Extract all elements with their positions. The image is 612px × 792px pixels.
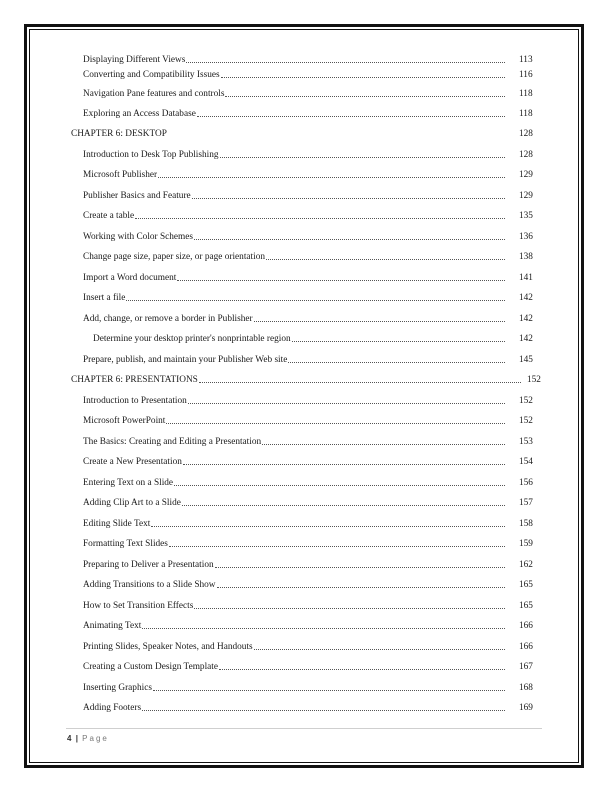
- toc-entry-label: Microsoft Publisher: [83, 170, 158, 180]
- toc-entry-page: 162: [519, 560, 533, 570]
- toc-entry-page: 128: [519, 150, 533, 160]
- toc-entry-label: How to Set Transition Effects: [83, 601, 194, 611]
- dot-leader: [254, 649, 505, 650]
- toc-entry-page: 167: [519, 662, 533, 672]
- footer-separator: |: [75, 734, 78, 743]
- toc-entry-label: Change page size, paper size, or page orientation: [83, 252, 265, 262]
- toc-entry-page: 166: [519, 621, 533, 631]
- toc-entry-page: 135: [519, 211, 533, 221]
- toc-entry[interactable]: [83, 251, 541, 263]
- dot-leader: [188, 403, 505, 404]
- toc-entry-label: Adding Footers: [83, 703, 142, 713]
- dot-leader: [166, 423, 505, 424]
- toc-entry-page: 154: [519, 457, 533, 467]
- toc-entry-label: CHAPTER 6: PRESENTATIONS: [71, 375, 198, 385]
- toc-entry-label: Publisher Basics and Feature: [83, 191, 191, 201]
- toc-entry-page: 128: [519, 129, 533, 139]
- toc-entry-label: Inserting Graphics: [83, 683, 152, 693]
- toc-entry[interactable]: [83, 702, 541, 714]
- toc-entry-page: 156: [519, 478, 533, 488]
- toc-entry[interactable]: [83, 497, 541, 509]
- toc-entry[interactable]: [83, 54, 541, 66]
- toc-entry[interactable]: [83, 69, 541, 81]
- toc-entry-page: 142: [519, 334, 533, 344]
- toc-entry-page: 165: [519, 580, 533, 590]
- toc-entry[interactable]: [83, 538, 541, 550]
- toc-entry-page: 113: [519, 55, 533, 65]
- toc-entry[interactable]: [83, 661, 541, 673]
- toc-entry[interactable]: [83, 641, 541, 653]
- toc-entry-page: 145: [519, 355, 533, 365]
- page-footer: [67, 734, 109, 743]
- toc-entry[interactable]: [83, 272, 541, 284]
- toc-entry-label: Add, change, or remove a border in Publisher: [83, 314, 253, 324]
- toc-entry-page: 129: [519, 191, 533, 201]
- toc-entry[interactable]: [83, 108, 541, 120]
- toc-entry[interactable]: [83, 436, 541, 448]
- toc-entry[interactable]: [93, 333, 541, 345]
- dot-leader: [194, 608, 505, 609]
- dot-leader: [174, 485, 505, 486]
- dot-leader: [142, 628, 505, 629]
- toc-chapter-entry[interactable]: [71, 128, 541, 140]
- toc-entry-label: Adding Clip Art to a Slide: [83, 498, 181, 508]
- toc-entry-label: Converting and Compatibility Issues: [83, 70, 220, 80]
- toc-entry-page: 142: [519, 293, 533, 303]
- dot-leader: [199, 382, 521, 383]
- toc-entry[interactable]: [83, 210, 541, 222]
- toc-entry-label: Create a New Presentation: [83, 457, 182, 467]
- toc-entry[interactable]: [83, 518, 541, 530]
- toc-entry-label: Microsoft PowerPoint: [83, 416, 166, 426]
- toc-entry-label: Introduction to Desk Top Publishing: [83, 150, 219, 160]
- toc-entry-page: 157: [519, 498, 533, 508]
- dot-leader: [254, 321, 505, 322]
- dot-leader: [192, 198, 505, 199]
- dot-leader: [292, 341, 505, 342]
- toc-entry-label: Working with Color Schemes: [83, 232, 194, 242]
- dot-leader: [288, 362, 505, 363]
- toc-entry[interactable]: [83, 149, 541, 161]
- toc-entry-page: 129: [519, 170, 533, 180]
- toc-entry-page: 165: [519, 601, 533, 611]
- dot-leader: [219, 669, 505, 670]
- dot-leader: [135, 218, 505, 219]
- toc-entry-page: 153: [519, 437, 533, 447]
- toc-entry[interactable]: [83, 231, 541, 243]
- dot-leader: [126, 300, 505, 301]
- dot-leader: [266, 259, 505, 260]
- toc-entry[interactable]: [83, 579, 541, 591]
- dot-leader: [182, 505, 505, 506]
- toc-entry-label: Printing Slides, Speaker Notes, and Handouts: [83, 642, 253, 652]
- toc-entry-page: 136: [519, 232, 533, 242]
- toc-entry-page: 166: [519, 642, 533, 652]
- toc-entry-label: Adding Transitions to a Slide Show: [83, 580, 216, 590]
- toc-chapter-entry[interactable]: [71, 374, 549, 386]
- toc-entry-page: 152: [519, 396, 533, 406]
- toc-entry[interactable]: [83, 395, 541, 407]
- toc-entry-page: 116: [519, 70, 533, 80]
- dot-leader: [215, 567, 505, 568]
- toc-entry-page: 158: [519, 519, 533, 529]
- toc-entry-label: Animating Text: [83, 621, 142, 631]
- toc-entry[interactable]: [83, 477, 541, 489]
- dot-leader: [168, 136, 505, 137]
- toc-entry[interactable]: [83, 313, 541, 325]
- dot-leader: [183, 464, 505, 465]
- toc-entry[interactable]: [83, 620, 541, 632]
- toc-entry[interactable]: [83, 190, 541, 202]
- dot-leader: [169, 546, 505, 547]
- toc-entry-page: 138: [519, 252, 533, 262]
- dot-leader: [220, 157, 505, 158]
- toc-entry-label: Formatting Text Slides: [83, 539, 168, 549]
- toc-entry-page: 159: [519, 539, 533, 549]
- dot-leader: [194, 239, 505, 240]
- toc-entry[interactable]: [83, 600, 541, 612]
- toc-entry-label: Editing Slide Text: [83, 519, 151, 529]
- toc-entry-page: 118: [519, 109, 533, 119]
- toc-entry-label: Navigation Pane features and controls: [83, 89, 225, 99]
- toc-entry[interactable]: [83, 354, 541, 366]
- toc-entry-label: The Basics: Creating and Editing a Presentation: [83, 437, 262, 447]
- toc-entry-label: Introduction to Presentation: [83, 396, 187, 406]
- footer-divider: [66, 728, 542, 729]
- dot-leader: [151, 526, 505, 527]
- dot-leader: [221, 77, 505, 78]
- toc-entry-label: Import a Word document: [83, 273, 177, 283]
- toc-entry-page: 152: [527, 375, 541, 385]
- toc-entry-label: Determine your desktop printer's nonprintable region: [93, 334, 291, 344]
- toc-entry-label: Insert a file: [83, 293, 126, 303]
- toc-entry[interactable]: [83, 682, 541, 694]
- toc-entry-label: Create a table: [83, 211, 135, 221]
- toc-entry-label: Prepare, publish, and maintain your Publisher Web site: [83, 355, 288, 365]
- footer-page-word: Page: [82, 734, 109, 743]
- toc-entry-page: 142: [519, 314, 533, 324]
- toc-entry-label: Displaying Different Views: [83, 55, 186, 65]
- toc-entry[interactable]: [83, 169, 541, 181]
- toc-entry-label: Preparing to Deliver a Presentation: [83, 560, 214, 570]
- dot-leader: [158, 177, 505, 178]
- toc-entry-label: Exploring an Access Database: [83, 109, 196, 119]
- toc-entry[interactable]: [83, 292, 541, 304]
- toc-entry[interactable]: [83, 456, 541, 468]
- dot-leader: [262, 444, 505, 445]
- toc-entry-page: 118: [519, 89, 533, 99]
- dot-leader: [225, 96, 505, 97]
- toc-entry[interactable]: [83, 559, 541, 571]
- toc-entry-label: Entering Text on a Slide: [83, 478, 174, 488]
- dot-leader: [217, 587, 506, 588]
- dot-leader: [153, 690, 505, 691]
- toc-entry-page: 169: [519, 703, 533, 713]
- toc-entry-page: 152: [519, 416, 533, 426]
- dot-leader: [197, 116, 505, 117]
- dot-leader: [177, 280, 505, 281]
- toc-entry-label: Creating a Custom Design Template: [83, 662, 218, 672]
- dot-leader: [186, 62, 505, 63]
- toc-entry[interactable]: [83, 88, 541, 100]
- toc-entry-page: 141: [519, 273, 533, 283]
- dot-leader: [142, 710, 505, 711]
- footer-page-number: 4: [67, 734, 72, 743]
- toc-entry[interactable]: [83, 415, 541, 427]
- toc-entry-page: 168: [519, 683, 533, 693]
- toc-entry-label: CHAPTER 6: DESKTOP: [71, 129, 167, 139]
